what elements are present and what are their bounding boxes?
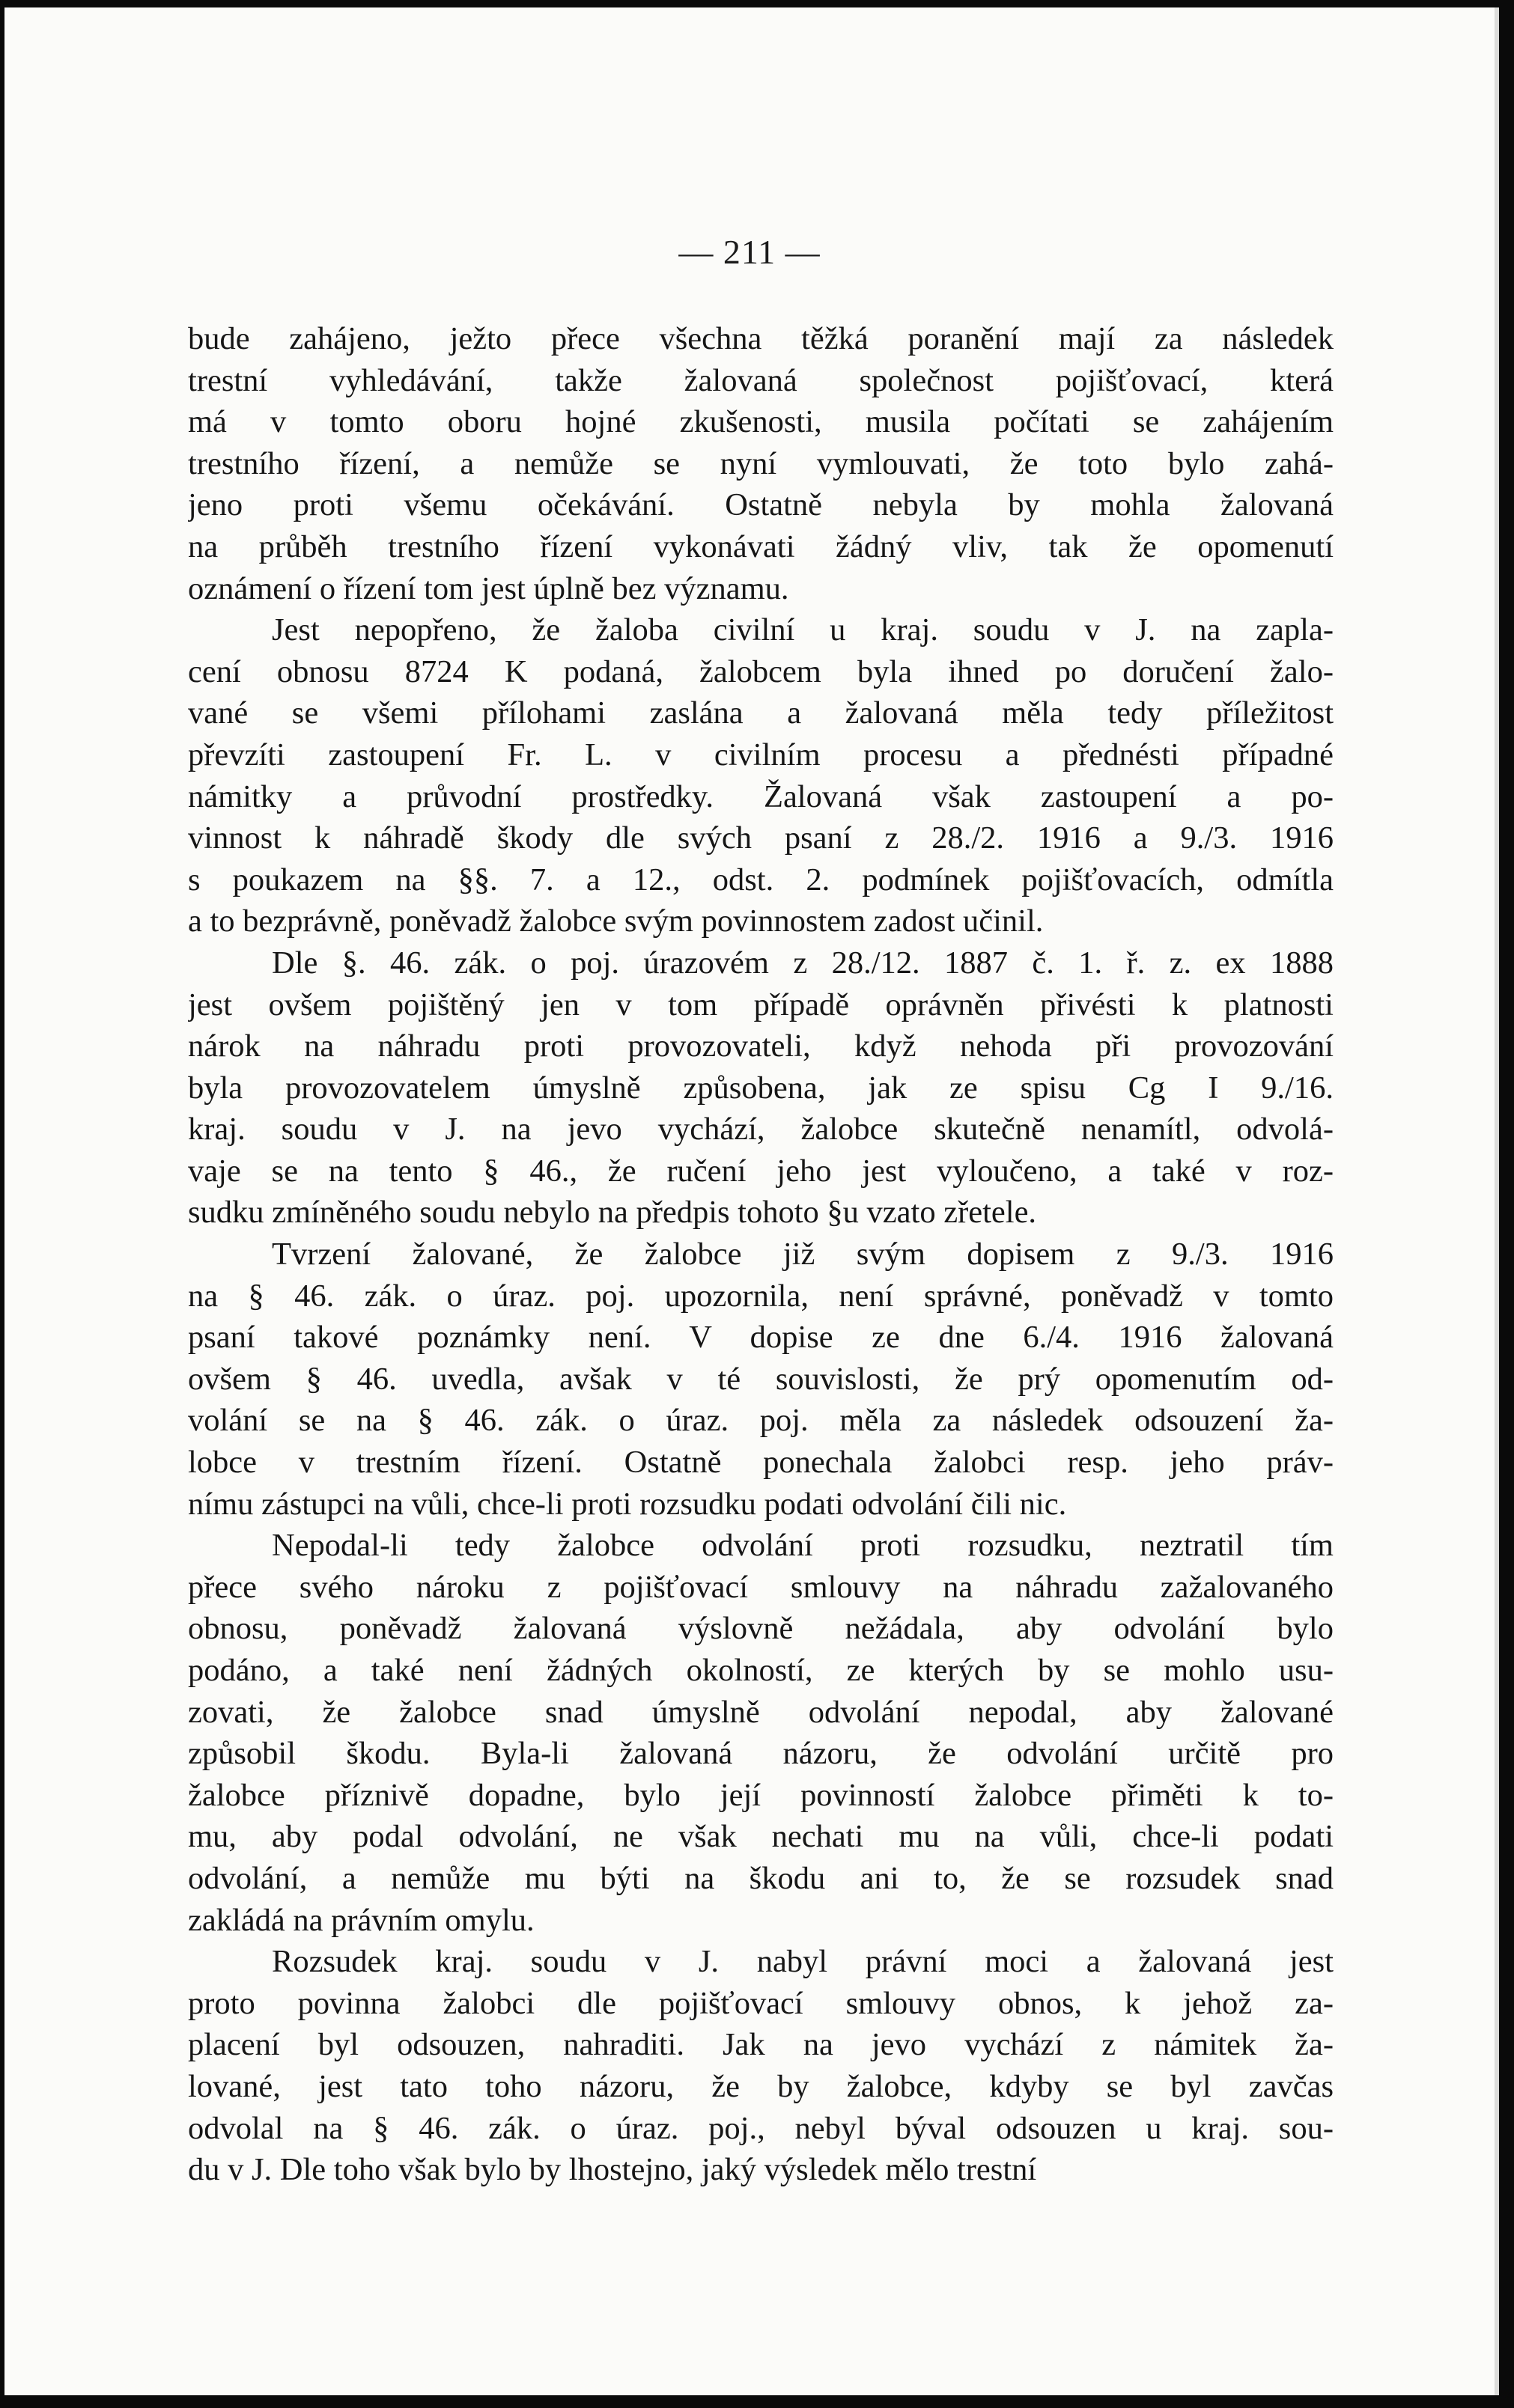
text-line: lované, jest tato toho názoru, že by žalobce, kdyby se byl zavčas (188, 2068, 1334, 2104)
text-line: oznámení o řízení tom jest úplně bez významu. (188, 570, 789, 606)
text-line: námitky a průvodní prostředky. Žalovaná však zastoupení a po- (188, 778, 1334, 814)
text-line: ovšem § 46. uvedla, avšak v té souvislosti, že prý opomenutím od- (188, 1361, 1334, 1397)
text-line: cení obnosu 8724 K podaná, žalobcem byla ihned po doručení žalo- (188, 653, 1334, 689)
text-line: trestní vyhledávání, takže žalovaná společnost pojišťovací, která (188, 362, 1334, 398)
text-line: du v J. Dle toho však bylo by lhostejno, jaký výsledek mělo trestní (188, 2152, 1037, 2188)
text-line: Jest nepopřeno, že žaloba civilní u kraj. soudu v J. na zapla- (272, 612, 1334, 648)
text-line: odvolání, a nemůže mu býti na škodu ani to, že se rozsudek snad (188, 1860, 1334, 1896)
text-line: placení byl odsouzen, nahraditi. Jak na jevo vychází z námitek ža- (188, 2027, 1334, 2063)
book-page (4, 7, 1499, 2395)
paragraph (188, 609, 1334, 942)
text-line: žalobce příznivě dopadne, bylo její povinností žalobce přiměti k to- (188, 1777, 1334, 1813)
text-line: vaje se na tento § 46., že ručení jeho jest vyloučeno, a také v roz- (188, 1153, 1334, 1189)
text-line: mu, aby podal odvolání, ne však nechati mu na vůli, chce-li podati (188, 1819, 1334, 1855)
paragraph (188, 318, 1334, 609)
text-line: vané se všemi přílohami zaslána a žalovaná měla tedy příležitost (188, 695, 1334, 731)
text-line: zovati, že žalobce snad úmyslně odvolání nepodal, aby žalované (188, 1694, 1334, 1730)
text-line: Tvrzení žalované, že žalobce již svým dopisem z 9./3. 1916 (272, 1237, 1334, 1272)
text-line: podáno, a také není žádných okolností, ze kterých by se mohlo usu- (188, 1653, 1334, 1688)
paragraph (188, 1525, 1334, 1941)
text-line: přece svého nároku z pojišťovací smlouvy na náhradu zažalovaného (188, 1569, 1334, 1605)
text-line: bude zahájeno, ježto přece všechna těžká poranění mají za následek (188, 321, 1334, 356)
text-line: má v tomto oboru hojné zkušenosti, musila počítati se zahájením (188, 404, 1334, 440)
text-line: převzíti zastoupení Fr. L. v civilním procesu a přednésti případné (188, 737, 1334, 772)
text-line: Dle §. 46. zák. o poj. úrazovém z 28./12. 1887 č. 1. ř. z. ex 1888 (272, 945, 1334, 981)
text-line: nárok na náhradu proti provozovateli, když nehoda při provozování (188, 1028, 1334, 1064)
text-line: a to bezprávně, poněvadž žalobce svým povinnostem zadost učinil. (188, 903, 1044, 939)
text-line: Rozsudek kraj. soudu v J. nabyl právní moci a žalovaná jest (272, 1944, 1334, 1980)
text-line: jeno proti všemu očekávání. Ostatně nebyla by mohla žalovaná (188, 487, 1334, 523)
body-text (188, 318, 1334, 2191)
text-line: byla provozovatelem úmyslně způsobena, jak ze spisu Cg I 9./16. (188, 1070, 1334, 1106)
text-line: Nepodal-li tedy žalobce odvolání proti rozsudku, neztratil tím (272, 1528, 1334, 1564)
paragraph (188, 942, 1334, 1234)
text-line: proto povinna žalobci dle pojišťovací smlouvy obnos, k jehož za- (188, 1985, 1334, 2021)
paragraph (188, 1941, 1334, 2191)
text-line: způsobil škodu. Byla-li žalovaná názoru, že odvolání určitě pro (188, 1736, 1334, 1772)
text-line: sudku zmíněného soudu nebylo na předpis tohoto §u vzato zřetele. (188, 1195, 1037, 1231)
text-line: obnosu, poněvadž žalovaná výslovně nežádala, aby odvolání bylo (188, 1611, 1334, 1647)
text-line: na průběh trestního řízení vykonávati žádný vliv, tak že opomenutí (188, 528, 1334, 564)
text-line: odvolal na § 46. zák. o úraz. poj., nebyl býval odsouzen u kraj. sou- (188, 2110, 1334, 2146)
text-line: trestního řízení, a nemůže se nyní vymlouvati, že toto bylo zahá- (188, 445, 1334, 481)
text-line: s poukazem na §§. 7. a 12., odst. 2. podmínek pojišťovacích, odmítla (188, 862, 1334, 897)
text-line: lobce v trestním řízení. Ostatně ponechala žalobci resp. jeho práv- (188, 1445, 1334, 1481)
text-line: na § 46. zák. o úraz. poj. upozornila, není správné, poněvadž v tomto (188, 1278, 1334, 1314)
text-line: zakládá na právním omylu. (188, 1902, 535, 1938)
page-number: — 211 — (678, 233, 821, 271)
text-line: kraj. soudu v J. na jevo vychází, žalobce skutečně nenamítl, odvolá- (188, 1112, 1334, 1147)
text-line: nímu zástupci na vůli, chce-li proti rozsudku podati odvolání čili nic. (188, 1486, 1067, 1522)
paragraph (188, 1234, 1334, 1525)
text-line: vinnost k náhradě škody dle svých psaní z 28./2. 1916 a 9./3. 1916 (188, 820, 1334, 856)
text-line: psaní takové poznámky není. V dopise ze dne 6./4. 1916 žalovaná (188, 1320, 1334, 1356)
text-line: jest ovšem pojištěný jen v tom případě oprávněn přivésti k platnosti (188, 987, 1334, 1022)
text-line: volání se na § 46. zák. o úraz. poj. měla za následek odsouzení ža- (188, 1403, 1334, 1439)
